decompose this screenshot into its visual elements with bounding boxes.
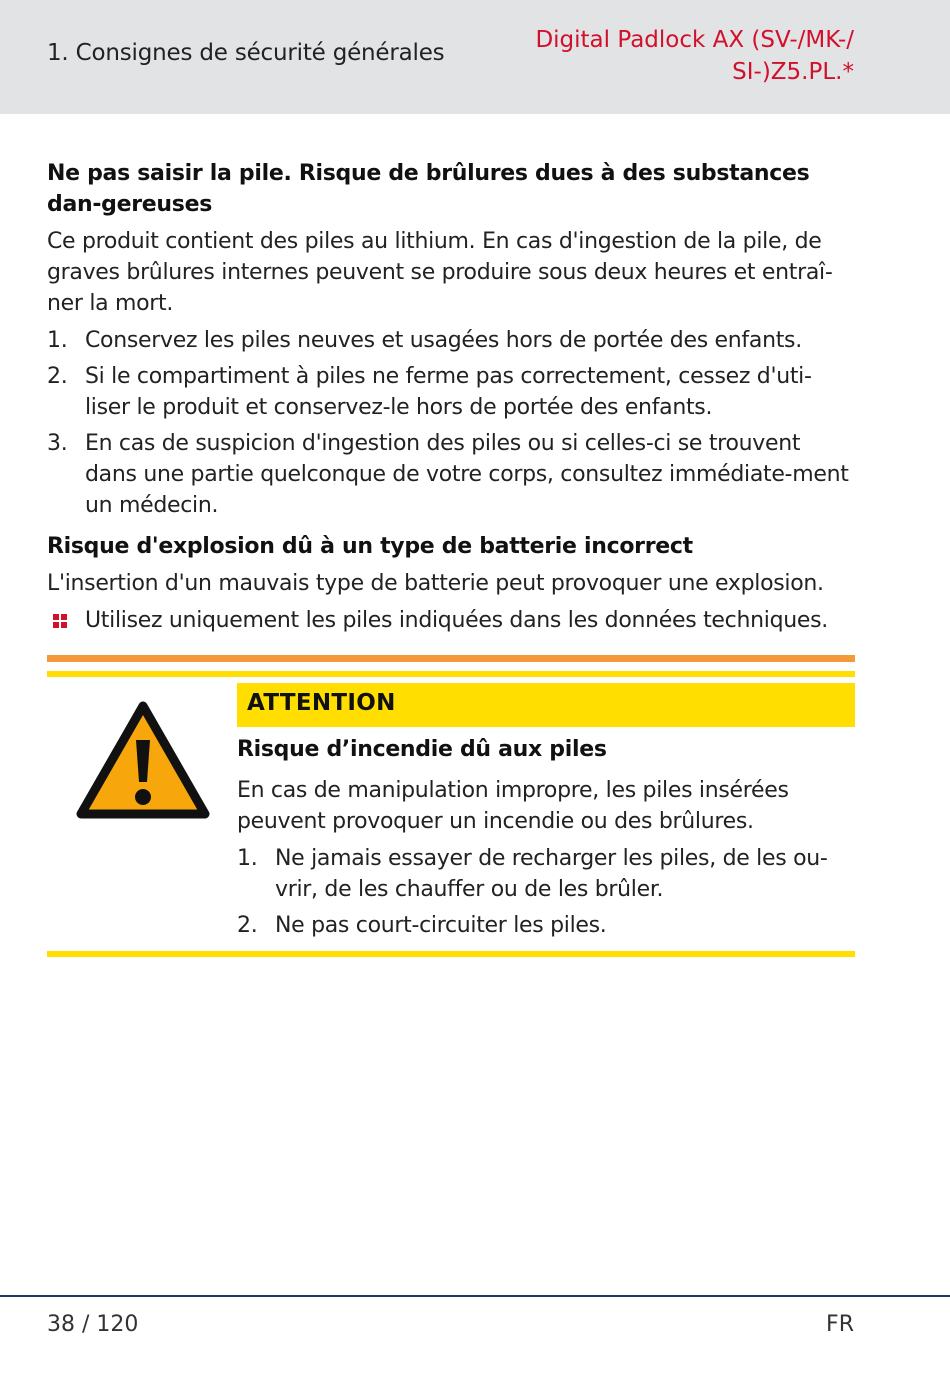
list-number: 2. (47, 364, 68, 389)
ingestion-list (47, 325, 855, 521)
warning-list (237, 843, 855, 941)
list-item (47, 361, 855, 423)
main-content (47, 158, 855, 636)
warning-bottom-rule (47, 951, 855, 957)
ingestion-heading: Ne pas saisir la pile. Risque de brûlures dues à des substances dan-gereuses (47, 161, 810, 217)
warning-triangle-icon (76, 700, 210, 820)
list-item (47, 428, 855, 521)
warning-title: Risque d’incendie dû aux piles (237, 737, 607, 762)
list-number: 2. (237, 913, 258, 938)
list-number: 1. (47, 328, 68, 353)
page-number: 38 / 120 (47, 1312, 139, 1337)
list-text: Ne jamais essayer de recharger les piles, de les ou-vrir, de les chauffer ou de les brûler. (275, 846, 828, 902)
list-text: Conservez les piles neuves et usagées hors de portée des enfants. (85, 328, 802, 353)
language-code: FR (826, 1312, 854, 1337)
explosion-paragraph: L'insertion d'un mauvais type de batterie peut provoquer une explosion. (47, 571, 824, 596)
list-text: Si le compartiment à piles ne ferme pas correctement, cessez d'uti-liser le produit et conservez-le hors de portée des enfants. (85, 364, 812, 420)
list-item (237, 843, 855, 905)
ingestion-paragraph: Ce produit contient des piles au lithium. En cas d'ingestion de la pile, de graves brûlures internes peuvent se produire sous deux heures et entraî-ner la mort. (47, 229, 833, 316)
warning-top-rule (47, 655, 855, 662)
list-item (237, 910, 855, 941)
footer-divider (0, 1295, 950, 1297)
list-item (47, 325, 855, 356)
list-number: 3. (47, 431, 68, 456)
list-number: 1. (237, 846, 258, 871)
warning-paragraph: En cas de manipulation impropre, les piles insérées peuvent provoquer un incendie ou des brûlures. (237, 778, 789, 834)
warning-upper-rule (47, 671, 855, 677)
product-name-line1: Digital Padlock AX (SV-/MK-/ (535, 27, 854, 53)
page-header (0, 0, 950, 114)
product-name-line2: SI-)Z5.PL.* (732, 59, 854, 85)
bullet-text: Utilisez uniquement les piles indiquées dans les données techniques. (85, 608, 828, 633)
product-name (454, 24, 854, 88)
explosion-heading: Risque d'explosion dû à un type de batterie incorrect (47, 534, 693, 559)
list-text: En cas de suspicion d'ingestion des piles ou si celles-ci se trouvent dans une partie quelconque de votre corps, consultez immédiate-ment un médecin. (85, 431, 849, 518)
square-bullet-icon (53, 614, 67, 628)
warning-content (237, 734, 855, 946)
chapter-title: 1. Consignes de sécurité générales (47, 40, 445, 66)
attention-label: ATTENTION (247, 690, 396, 716)
list-text: Ne pas court-circuiter les piles. (275, 913, 607, 938)
explosion-bullet (47, 605, 855, 636)
attention-banner (237, 683, 855, 727)
